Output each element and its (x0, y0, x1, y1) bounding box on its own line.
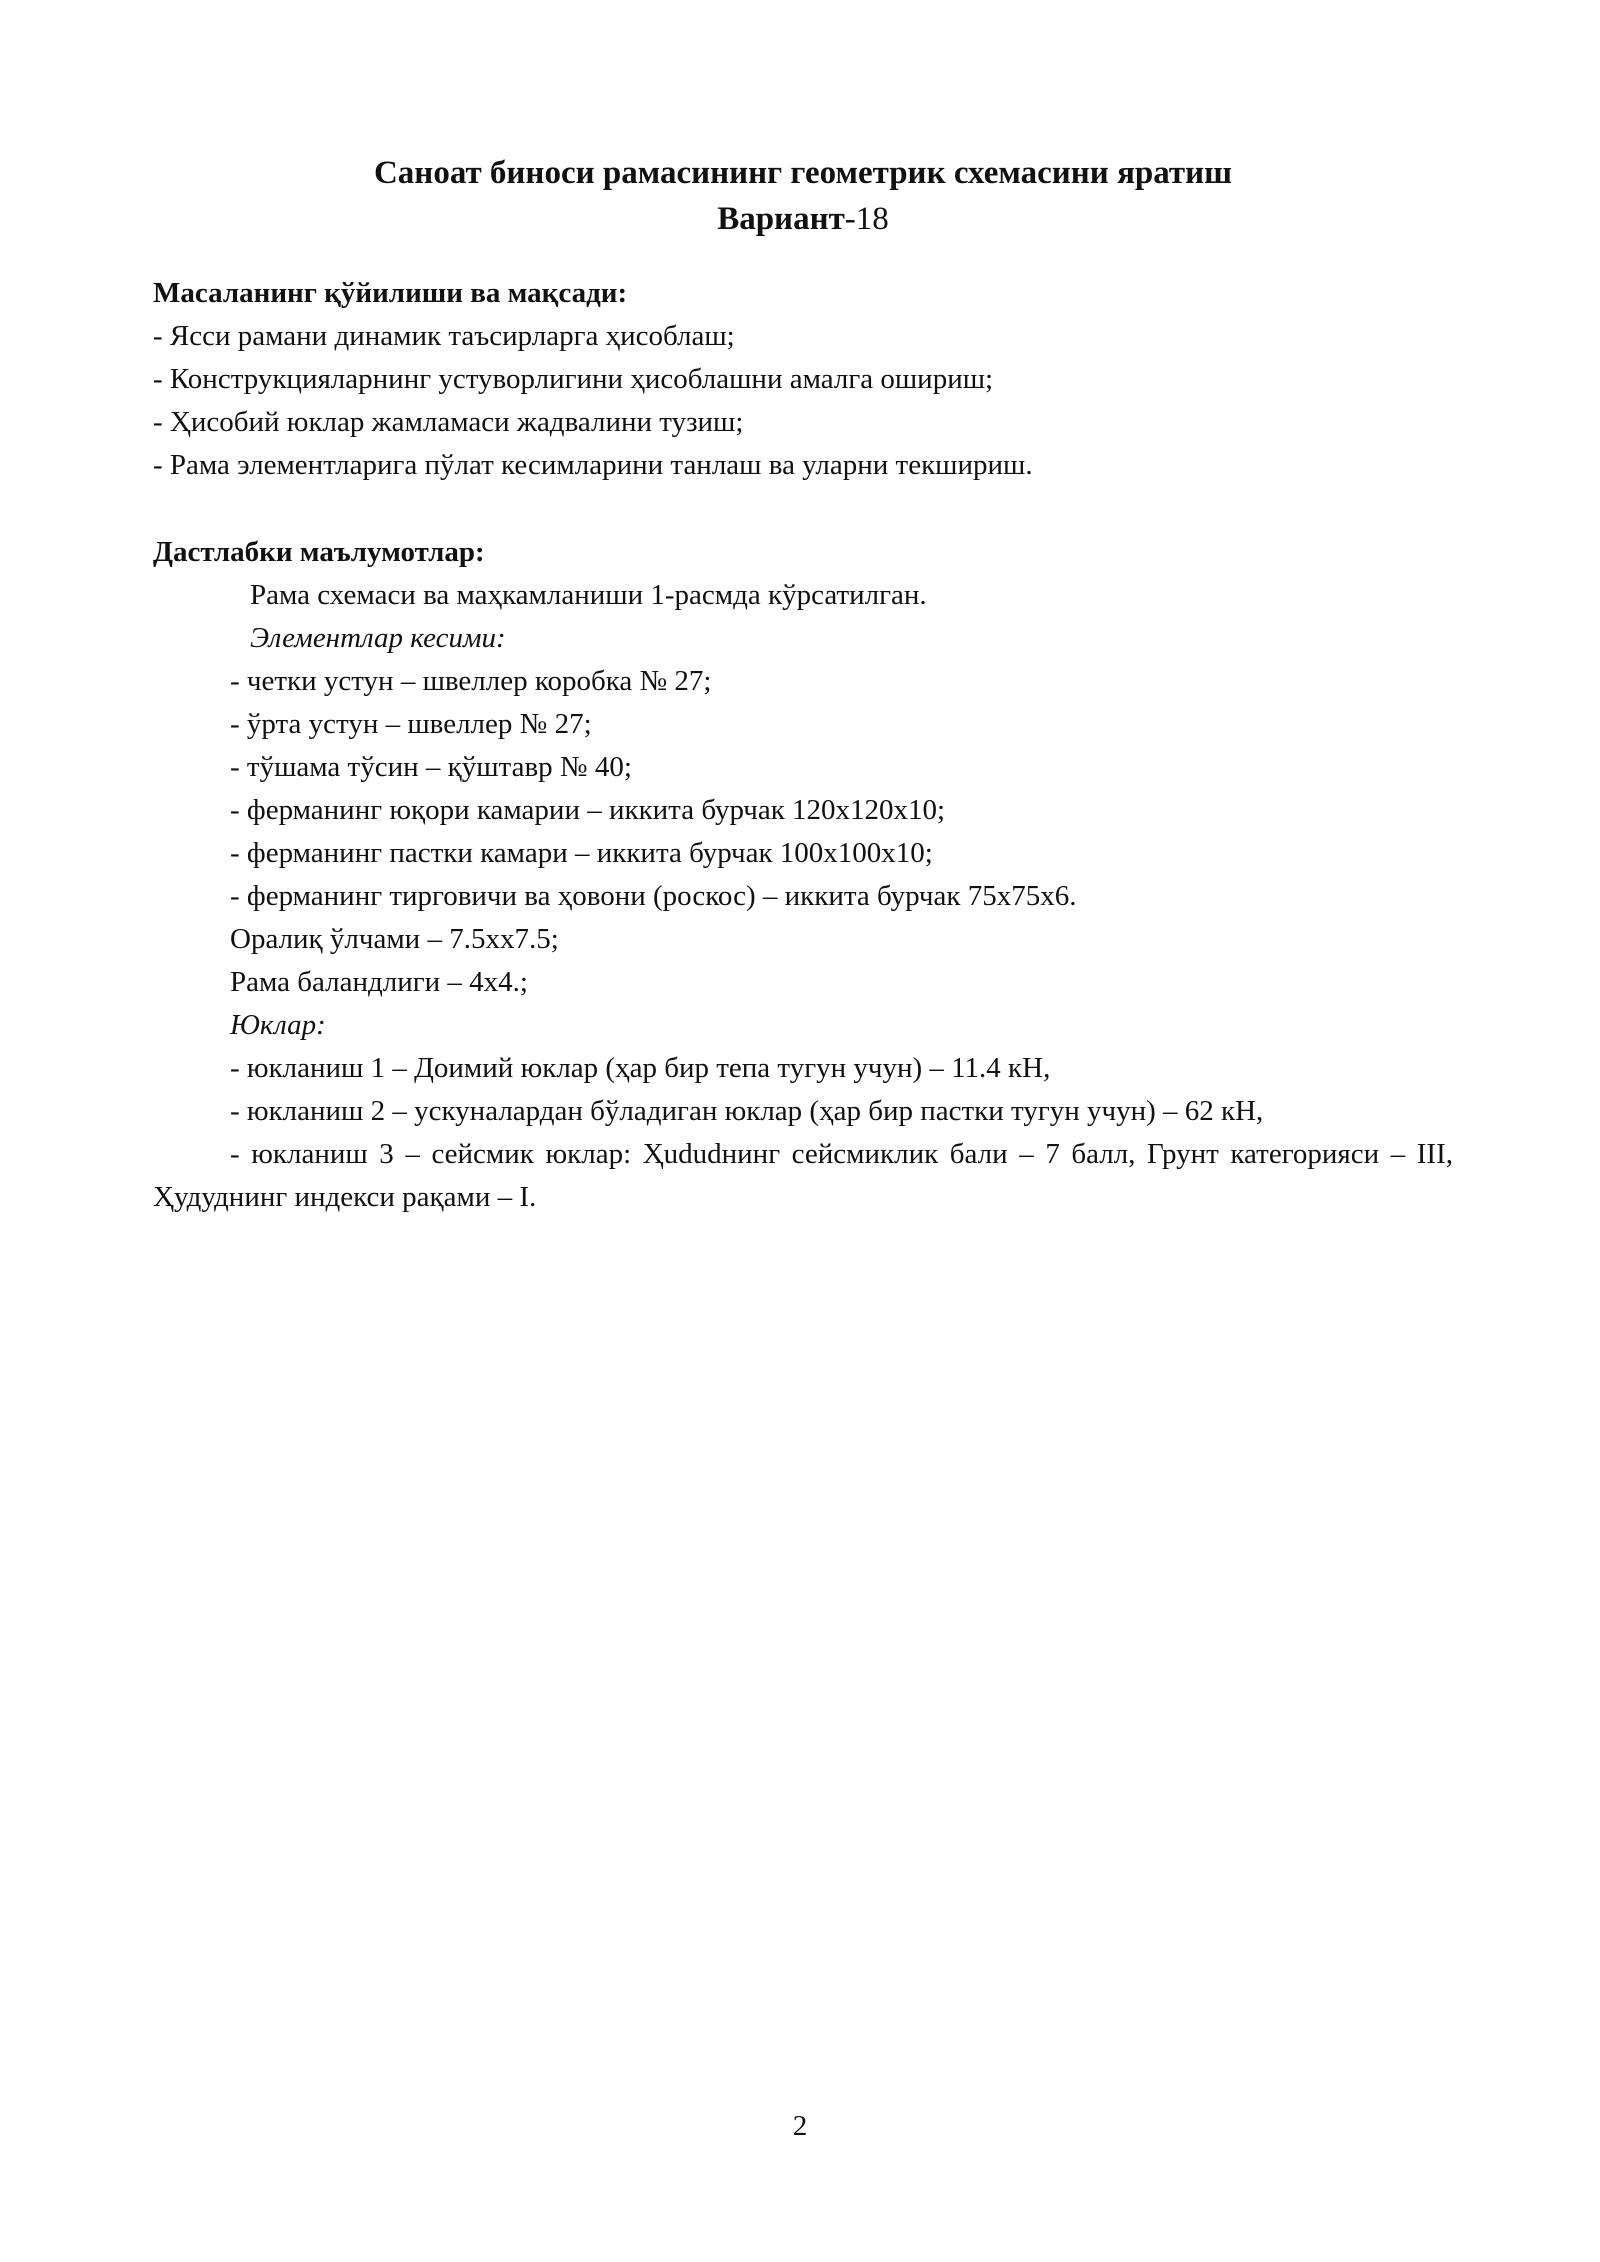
height-text: Рама баландлиги – 4х4.; (230, 966, 528, 998)
task-item: - Ясси рамани динамик таъсирларга ҳисоблаш; (153, 320, 735, 352)
task-item: - Рама элементларига пўлат кесимларини танлаш ва уларни текшириш. (153, 449, 1033, 481)
scheme-text: Рама схемаси ва маҳкамланиши 1-расмда кўрсатилган. (250, 579, 927, 611)
load-item: - юкланиш 2 – ускуналардан бўладиган юклар (ҳар бир пастки тугун учун) – 62 кН, (230, 1095, 1264, 1127)
page-content (153, 150, 1453, 1219)
load-item: - юкланиш 1 – Доимий юклар (ҳар бир тепа тугун учун) – 11.4 кН, (230, 1052, 1051, 1084)
sections-label: Элементлар кесими: (250, 622, 506, 654)
variant-label: Вариант (717, 201, 845, 237)
task-heading: Масаланинг қўйилиши ва мақсади: (153, 277, 628, 309)
section-item: - ферманинг юқори камарии – иккита бурчак 120х120х10; (230, 794, 946, 826)
section-item: - тўшама тўсин – қўштавр № 40; (230, 751, 632, 783)
section-item: - ферманинг тирговичи ва ҳовони (роскос) – иккита бурчак 75х75х6. (230, 880, 1077, 912)
document-title: Саноат биноси рамасининг геометрик схемасини яратиш (373, 155, 1233, 191)
task-item: - Ҳисобий юклар жамламаси жадвалини тузиш; (153, 406, 744, 438)
variant-line (153, 196, 1453, 242)
load-item-seismic: - юкланиш 3 – сейсмик юклар: Ҳududнинг сейсмиклик бали – 7 балл, Грунт категорияси – III, Ҳудуднинг индекси рақами – I. (153, 1138, 1453, 1213)
span-text: Оралиқ ўлчами – 7.5хх7.5; (230, 923, 559, 955)
page-number: 2 (792, 2110, 808, 2142)
initial-heading: Дастлабки маълумотлар: (153, 536, 485, 568)
task-item: - Конструкцияларнинг устуворлигини ҳисоблашни амалга ошириш; (153, 363, 994, 395)
section-gap (153, 487, 1453, 531)
section-item: - ўрта устун – швеллер № 27; (230, 708, 592, 740)
loads-label: Юклар: (230, 1009, 326, 1041)
section-item: - ферманинг пастки камари – иккита бурчак 100х100х10; (230, 837, 933, 869)
section-item: - четки устун – швеллер коробка № 27; (230, 665, 712, 697)
variant-number: -18 (844, 201, 889, 237)
